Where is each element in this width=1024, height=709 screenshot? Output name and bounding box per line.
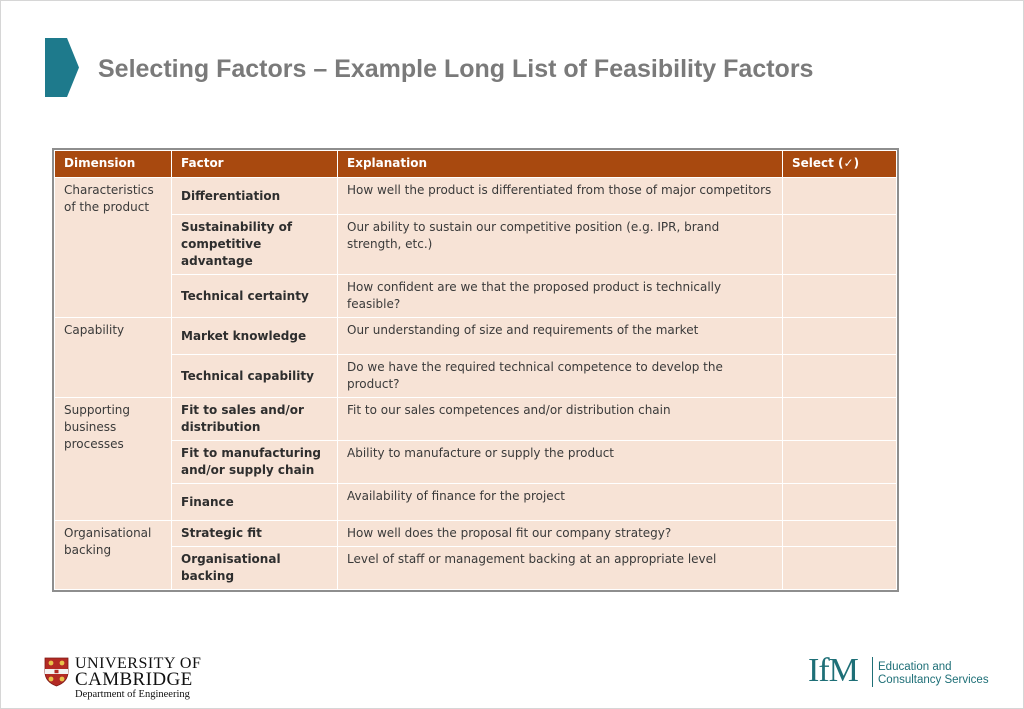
cambridge-line2: CAMBRIDGE <box>75 669 193 690</box>
explanation-cell: Our ability to sustain our competitive position (e.g. IPR, brand strength, etc.) <box>338 215 783 275</box>
ifm-logo-text: IfM <box>808 652 858 689</box>
factor-cell: Organisational backing <box>172 547 338 590</box>
table-row <box>55 215 897 275</box>
table-row <box>55 547 897 590</box>
ifm-line1: Education and <box>878 661 952 673</box>
factor-cell: Sustainability of competitive advantage <box>172 215 338 275</box>
explanation-cell: How well the product is differentiated from those of major competitors <box>338 178 783 215</box>
table-row <box>55 484 897 521</box>
explanation-cell: Ability to manufacture or supply the product <box>338 441 783 484</box>
ifm-line2: Consultancy Services <box>878 674 989 686</box>
dimension-cell: Supporting business processes <box>55 398 172 521</box>
explanation-cell: Do we have the required technical competence to develop the product? <box>338 355 783 398</box>
feasibility-factors-table <box>54 150 897 590</box>
table-row <box>55 178 897 215</box>
table-row <box>55 398 897 441</box>
explanation-cell: Our understanding of size and requirements of the market <box>338 318 783 355</box>
table-row <box>55 355 897 398</box>
explanation-cell: Fit to our sales competences and/or distribution chain <box>338 398 783 441</box>
table-header-row <box>55 151 897 178</box>
select-cell[interactable] <box>783 275 897 318</box>
explanation-cell: Availability of finance for the project <box>338 484 783 521</box>
header-select: Select (✓) <box>783 151 897 178</box>
cambridge-line1: UNIVERSITY OF <box>75 655 202 672</box>
select-cell[interactable] <box>783 521 897 547</box>
table-row <box>55 441 897 484</box>
select-cell[interactable] <box>783 318 897 355</box>
dimension-cell: Organisational backing <box>55 521 172 590</box>
cambridge-shield-icon <box>44 657 69 687</box>
factor-cell: Fit to manufacturing and/or supply chain <box>172 441 338 484</box>
factor-cell: Fit to sales and/or distribution <box>172 398 338 441</box>
select-cell[interactable] <box>783 178 897 215</box>
select-cell[interactable] <box>783 215 897 275</box>
select-cell[interactable] <box>783 398 897 441</box>
factor-cell: Technical certainty <box>172 275 338 318</box>
explanation-cell: Level of staff or management backing at an appropriate level <box>338 547 783 590</box>
table-row <box>55 318 897 355</box>
chevron-right-icon <box>45 38 79 97</box>
page-title: Selecting Factors – Example Long List of Feasibility Factors <box>98 55 814 83</box>
header-factor: Factor <box>172 151 338 178</box>
header-dimension: Dimension <box>55 151 172 178</box>
select-cell[interactable] <box>783 355 897 398</box>
select-cell[interactable] <box>783 484 897 521</box>
cambridge-department: Department of Engineering <box>75 689 190 700</box>
table-row <box>55 275 897 318</box>
explanation-cell: How confident are we that the proposed product is technically feasible? <box>338 275 783 318</box>
ifm-divider <box>872 657 873 687</box>
header-explanation: Explanation <box>338 151 783 178</box>
select-cell[interactable] <box>783 441 897 484</box>
dimension-cell: Capability <box>55 318 172 398</box>
factor-cell: Market knowledge <box>172 318 338 355</box>
select-cell[interactable] <box>783 547 897 590</box>
dimension-cell: Characteristics of the product <box>55 178 172 318</box>
factor-cell: Strategic fit <box>172 521 338 547</box>
factor-cell: Technical capability <box>172 355 338 398</box>
table-row <box>55 521 897 547</box>
factor-cell: Differentiation <box>172 178 338 215</box>
explanation-cell: How well does the proposal fit our company strategy? <box>338 521 783 547</box>
factor-cell: Finance <box>172 484 338 521</box>
